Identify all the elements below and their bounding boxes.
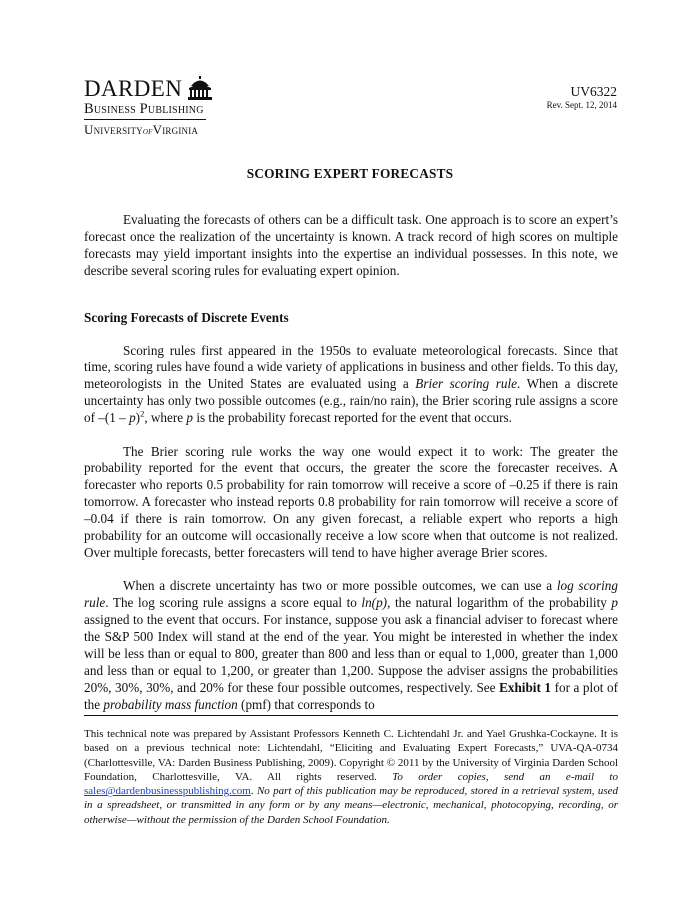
- logo-of-text: of: [142, 126, 153, 137]
- revision-date: Rev. Sept. 12, 2014: [546, 100, 617, 110]
- footnote: This technical note was prepared by Assistant Professors Kenneth C. Lichtendahl Jr. and Yael Grushka-Cockayne. It is based on a previous technical note: Lichtendahl, “Eliciting and Evaluating Expert Forecasts,” UVA-QA-0734 (Charlottesville, VA: Darden Business Publishing, 2009). Copyright © 2011 by the University of Virginia Darden School Foundation, Charlottesville, VA. All rights reserved. To order copies, send an e-mail to sales@dardenbusinesspublishing.com. No part of this publication may be reproduced, stored in a retrieval system, used in a spreadsheet, or transmitted in any form or by any means—electronic, mechanical, photocopying, recording, or otherwise—without the permission of the Darden School Foundation.: [84, 728, 619, 826]
- darden-logo: [84, 76, 224, 140]
- document-title: SCORING EXPERT FORECASTS: [246, 166, 454, 181]
- logo-business-publishing: Business Publishing: [84, 101, 204, 117]
- footnote-divider: [84, 715, 618, 716]
- brier-intro-paragraph: Scoring rules first appeared in the 1950s to evaluate meteorological forecasts. Since that time, scoring rules have found a wide variety of applications in business and other fields. To this day, meteorologists in the United States are evaluated using a Brier scoring rule. When a discrete uncertainty has only two possible outcomes (e.g., rain/no rain), the Brier scoring rule assigns a score of –(1 – p)$^2$, where p is the probability forecast reported for the event that occurs.: [84, 342, 618, 426]
- document-body: [84, 212, 618, 730]
- logo-university-text: University: [84, 122, 143, 137]
- log-scoring-paragraph: When a discrete uncertainty has two or more possible outcomes, we can use a log scoring rule. The log scoring rule assigns a score equal to ln(p), the natural logarithm of the probability p assigned to the event that occurs. For instance, suppose you ask a financial adviser to forecast where the S&P 500 Index will stand at the end of the year. You might be interested in whether the index will be less than or equal to 800, greater than 800 and less than or equal to 1,000, greater than 1,000 and less than or equal to 1,200, or greater than 1,200. Suppose the adviser assigns the probabilities 20%, 30%, 30%, and 20% for these four possible outcomes, respectively. See Exhibit 1 for a plot of the probability mass function (pmf) that corresponds to: [84, 578, 618, 712]
- logo-darden-text: DARDEN: [84, 76, 183, 101]
- sales-email-link[interactable]: sales@dardenbusinesspublishing.com: [84, 785, 251, 798]
- case-number-block: [547, 84, 617, 111]
- case-number: UV6322: [570, 84, 617, 99]
- rotunda-icon: [186, 76, 214, 100]
- logo-divider: [84, 119, 206, 120]
- logo-university-of-virginia: [84, 122, 224, 140]
- logo-virginia-text: Virginia: [152, 122, 199, 137]
- brier-explanation-paragraph: The Brier scoring rule works the way one would expect it to work: The greater the probability reported for the event that occurs, the greater the score the forecaster receives. A forecaster who reports 0.5 probability for rain tomorrow will receive a score of –0.25 if there is rain tomorrow. A forecaster who instead reports 0.8 probability for rain tomorrow will receive a score of –0.04 if there is rain tomorrow. On any given forecast, a reliable expert who reports a high probability for an outcome will occasionally receive a low score when that outcome is not realized. Over multiple forecasts, better forecasters will tend to have higher average Brier scores.: [84, 443, 618, 560]
- intro-paragraph: Evaluating the forecasts of others can be a difficult task. One approach is to score an expert’s forecast once the realization of the uncertainty is known. A track record of high scores on multiple forecasts may yield important insights into the expertise an individual possesses. In this note, we describe several scoring rules for evaluating expert opinion.: [84, 212, 618, 278]
- section-heading: Scoring Forecasts of Discrete Events: [84, 309, 289, 325]
